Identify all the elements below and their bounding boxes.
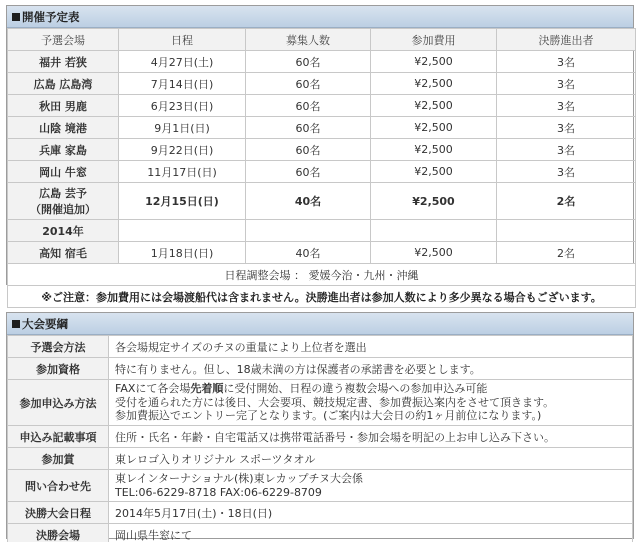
venue-cell-added	[8, 183, 119, 220]
venue-cell: 兵庫 家島	[8, 139, 119, 161]
finalists-cell: 2名	[497, 183, 636, 220]
label-final-date: 決勝大会日程	[8, 502, 109, 524]
table-row	[8, 73, 636, 95]
capacity-cell: 40名	[246, 183, 371, 220]
table-row	[8, 51, 636, 73]
finalists-cell: 2名	[497, 242, 636, 264]
application-line-1-post: に受付開始、日程の違う複数会場への参加申込み可能	[223, 382, 488, 396]
value-eligibility: 特に有りません。但し、18歳未満の方は保護者の承諾書を必要とします。	[109, 358, 633, 380]
outline-row-prize	[8, 448, 633, 470]
venue-added-note: （開催追加）	[30, 203, 96, 216]
label-required-info: 申込み記載事項	[8, 426, 109, 448]
finalists-cell: 3名	[497, 95, 636, 117]
first-come-emphasis: 先着順	[190, 382, 224, 396]
empty-cell	[371, 220, 497, 242]
table-row	[8, 117, 636, 139]
venue-cell: 山陰 境港	[8, 117, 119, 139]
label-final-venue: 決勝会場	[8, 524, 109, 542]
application-line-1	[115, 382, 626, 396]
capacity-cell: 60名	[246, 73, 371, 95]
value-final-date: 2014年5月17日(土)・18日(日)	[109, 502, 633, 524]
venue-cell: 福井 若狭	[8, 51, 119, 73]
value-final-venue: 岡山県牛窓にて	[109, 524, 633, 542]
finalists-cell: 3名	[497, 51, 636, 73]
contact-company: 東レインターナショナル(株)東レカップチヌ大会係	[115, 472, 363, 485]
empty-cell	[246, 220, 371, 242]
caution-note: ※ご注意：参加費用には会場渡船代は含まれません。決勝進出者は参加人数により多少異なる場合もございます。	[8, 286, 636, 308]
outline-row-contact	[8, 470, 633, 502]
label-contact: 問い合わせ先	[8, 470, 109, 502]
date-cell: 4月27日(土)	[119, 51, 246, 73]
contact-phone-fax: TEL:06-6229-8718 FAX:06-6229-8709	[115, 485, 322, 499]
adjust-venues-text: 日程調整会場 ： 愛媛今治・九州・沖縄	[8, 264, 636, 286]
capacity-cell: 60名	[246, 139, 371, 161]
capacity-cell: 60名	[246, 95, 371, 117]
schedule-table-header-row	[8, 29, 636, 51]
fee-cell: ¥2,500	[371, 183, 497, 220]
fee-cell: ¥2,500	[371, 73, 497, 95]
outline-row-final-venue	[8, 524, 633, 542]
schedule-header	[7, 6, 633, 28]
value-application	[109, 380, 633, 426]
capacity-cell: 60名	[246, 161, 371, 183]
outline-row-eligibility	[8, 358, 633, 380]
application-line-2: 受付を通られた方には後日、大会要項、競技規定書、参加費振込案内をさせて頂きます。	[115, 395, 555, 409]
value-prize: 東レロゴ入りオリジナル スポーツタオル	[109, 448, 633, 470]
outline-row-final-date	[8, 502, 633, 524]
application-line-1-pre: FAXにて各会場	[115, 382, 191, 396]
finalists-cell: 3名	[497, 73, 636, 95]
schedule-title: 開催予定表	[22, 9, 80, 24]
table-row	[8, 95, 636, 117]
fee-cell: ¥2,500	[371, 51, 497, 73]
fee-cell: ¥2,500	[371, 161, 497, 183]
finalists-cell: 3名	[497, 117, 636, 139]
fee-cell: ¥2,500	[371, 95, 497, 117]
outline-section	[6, 312, 634, 542]
col-header-finalists: 決勝進出者	[497, 29, 636, 51]
schedule-table	[7, 28, 636, 308]
table-row-added	[8, 183, 636, 220]
value-required-info: 住所・氏名・年齢・自宅電話又は携帯電話番号・参加会場を明記の上お申し込み下さい。	[109, 426, 633, 448]
date-cell: 1月18日(日)	[119, 242, 246, 264]
capacity-cell: 60名	[246, 117, 371, 139]
year-row	[8, 220, 636, 242]
outline-table	[7, 335, 633, 542]
venue-cell: 高知 宿毛	[8, 242, 119, 264]
table-row	[8, 161, 636, 183]
square-bullet-icon	[12, 13, 20, 21]
adjust-row	[8, 264, 636, 286]
schedule-section	[6, 5, 634, 304]
application-line-3: 参加費振込でエントリー完了となります。(ご案内は大会日の約1ヶ月前位になります。)	[115, 409, 542, 423]
capacity-cell: 60名	[246, 51, 371, 73]
label-prize: 参加賞	[8, 448, 109, 470]
square-bullet-icon	[12, 320, 20, 328]
table-row	[8, 139, 636, 161]
outline-row-application	[8, 380, 633, 426]
empty-cell	[119, 220, 246, 242]
outline-header	[7, 313, 633, 335]
date-cell: 12月15日(日)	[119, 183, 246, 220]
outline-title: 大会要綱	[22, 316, 68, 331]
col-header-capacity: 募集人数	[246, 29, 371, 51]
fee-cell: ¥2,500	[371, 117, 497, 139]
finalists-cell: 3名	[497, 161, 636, 183]
table-row	[8, 242, 636, 264]
col-header-fee: 参加費用	[371, 29, 497, 51]
capacity-cell: 40名	[246, 242, 371, 264]
date-cell: 9月22日(日)	[119, 139, 246, 161]
col-header-venue: 予選会場	[8, 29, 119, 51]
fee-cell: ¥2,500	[371, 242, 497, 264]
venue-cell: 岡山 牛窓	[8, 161, 119, 183]
label-method: 予選会方法	[8, 336, 109, 358]
venue-cell: 広島 広島湾	[8, 73, 119, 95]
year-label: 2014年	[8, 220, 119, 242]
label-application: 参加申込み方法	[8, 380, 109, 426]
outline-row-method	[8, 336, 633, 358]
value-method: 各会場規定サイズのチヌの重量により上位者を選出	[109, 336, 633, 358]
outline-row-required-info	[8, 426, 633, 448]
date-cell: 6月23日(日)	[119, 95, 246, 117]
date-cell: 9月1日(日)	[119, 117, 246, 139]
venue-added-name: 広島 芸予	[39, 187, 87, 200]
value-contact	[109, 470, 633, 502]
date-cell: 7月14日(日)	[119, 73, 246, 95]
venue-cell: 秋田 男鹿	[8, 95, 119, 117]
col-header-date: 日程	[119, 29, 246, 51]
note-row	[8, 286, 636, 308]
empty-cell	[497, 220, 636, 242]
label-eligibility: 参加資格	[8, 358, 109, 380]
finalists-cell: 3名	[497, 139, 636, 161]
fee-cell: ¥2,500	[371, 139, 497, 161]
date-cell: 11月17日(日)	[119, 161, 246, 183]
